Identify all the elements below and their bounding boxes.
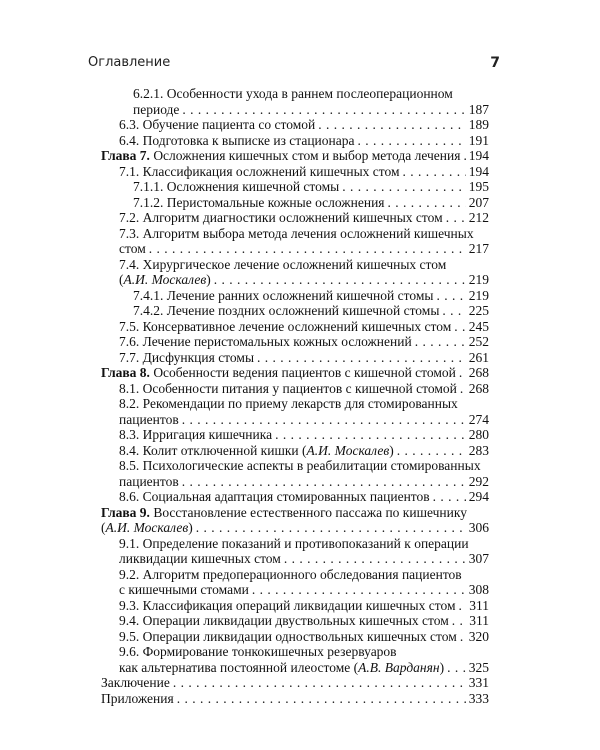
toc-entry-text: Приложения (101, 690, 174, 706)
toc-entry (101, 412, 489, 428)
toc-entry-text: ( (119, 272, 124, 287)
toc-entry-title (119, 164, 400, 180)
toc-entry-title (119, 629, 457, 645)
toc-entry-text: 6.2.1. Особенности ухода в раннем послеоперационном (133, 86, 453, 101)
toc-entry-title (119, 272, 211, 288)
dot-leader (447, 660, 466, 676)
toc-page-number: 212 (468, 210, 489, 225)
dot-leader (284, 551, 466, 567)
toc-entry-text: 7.3. Алгоритм выбора метода лечения осложнений кишечных (119, 225, 474, 241)
toc-page-number: 217 (468, 241, 489, 256)
dot-leader (460, 629, 466, 645)
toc-entry-text: 7.5. Консервативное лечение осложнений кишечных стом (119, 318, 452, 334)
toc-entry-title (119, 334, 412, 350)
toc-entry (101, 489, 489, 505)
toc-entry-text: 8.4. Колит отключенной кишки ( (119, 442, 307, 458)
toc-entry-text: Особенности ведения пациентов с кишечной стомой (149, 365, 456, 380)
toc-page-number: 331 (468, 675, 489, 690)
toc-entry-title (119, 117, 315, 133)
toc-entry-title (119, 458, 481, 474)
toc-page-number: 294 (468, 489, 489, 504)
toc-page-number: 268 (468, 365, 489, 380)
toc-page-number: 195 (468, 179, 489, 194)
toc-page-number: 252 (468, 334, 489, 349)
toc-entry-text: Осложнения кишечных стом и выбор метода лечения (149, 148, 461, 163)
author-name: А.И. Москалев (123, 272, 207, 287)
toc-entry-text: стом (119, 241, 146, 256)
toc-entry-text-tail: ) (206, 272, 211, 287)
toc-page-number: 274 (468, 411, 489, 427)
toc-entry-text: 7.1. Классификация осложнений кишечных стом (119, 163, 400, 179)
toc-entry-text: как альтернатива постоянной илеостоме ( (119, 659, 359, 675)
toc-page-number: 308 (468, 582, 489, 597)
dot-leader (463, 148, 465, 164)
toc-entry-title (133, 195, 385, 211)
toc-page-number: 207 (468, 194, 489, 210)
toc-entry-text: 6.3. Обучение пациента со стомой (119, 117, 316, 132)
toc-entry-text: 7.7. Дисфункция стомы (119, 349, 255, 365)
toc-entry (101, 567, 489, 583)
toc-entry-text: 7.4.2. Лечение поздних осложнений кишечной стомы (133, 303, 440, 318)
toc-entry-text: 9.4. Операции ликвидации двуствольных кишечных стом (119, 613, 449, 628)
toc-entry-title (119, 241, 146, 257)
toc-page-number: 333 (468, 690, 489, 706)
toc-entry-text: пациентов (119, 473, 179, 489)
dot-leader (446, 210, 466, 226)
toc-page-number: 219 (468, 287, 489, 303)
toc-entry-title (119, 226, 474, 242)
toc-page-number: 189 (468, 117, 489, 132)
toc-entry (101, 195, 489, 211)
toc-entry-text-tail: ) (439, 659, 445, 675)
dot-leader (436, 288, 465, 304)
dot-leader (415, 334, 466, 350)
toc-entry (101, 644, 489, 660)
toc-entry-text: 8.5. Психологические аспекты в реабилитации стомированных (119, 458, 481, 473)
toc-entry (101, 381, 489, 397)
toc-entry-text: 7.2. Алгоритм диагностики осложнений кишечных стом (119, 210, 443, 225)
toc-entry-title (119, 210, 443, 226)
toc-entry-title (101, 675, 170, 691)
dot-leader (459, 598, 467, 614)
toc-entry-text: Заключение (101, 675, 170, 690)
toc-entry (101, 288, 489, 304)
toc-entry (101, 334, 489, 350)
toc-entry (101, 443, 489, 459)
dot-leader (397, 443, 466, 459)
toc-entry (101, 226, 489, 242)
dot-leader (182, 412, 466, 428)
toc-entry-title (119, 660, 444, 676)
toc-page-number: 268 (468, 380, 489, 396)
running-head-title: Оглавление (88, 55, 171, 70)
dot-leader (403, 164, 466, 180)
dot-leader (342, 179, 466, 195)
toc-page-number: 187 (468, 101, 489, 117)
toc-entry-text-tail: ) (389, 442, 394, 458)
toc-entry-text: 8.6. Социальная адаптация стомированных пациентов (119, 489, 430, 504)
toc-entry-title (119, 427, 272, 443)
toc-entry (101, 551, 489, 567)
toc-entry-title (133, 288, 433, 304)
toc-entry (101, 179, 489, 195)
toc-entry-text: 9.5. Операции ликвидации одноствольных кишечных стом (119, 628, 457, 644)
toc-entry-title (119, 613, 449, 629)
toc-page-number: 283 (468, 442, 489, 458)
toc-entry-text: 8.3. Ирригация кишечника (119, 427, 273, 442)
toc-entry (101, 257, 489, 273)
dot-leader (388, 195, 466, 211)
toc-page-number: 311 (469, 613, 489, 628)
toc-entry-title (119, 381, 457, 397)
table-of-contents (101, 86, 489, 706)
toc-entry (101, 133, 489, 149)
toc-entry (101, 86, 489, 102)
toc-entry (101, 691, 489, 707)
toc-entry-text-tail: ) (188, 520, 193, 535)
toc-entry-title (119, 412, 179, 428)
toc-entry-title (101, 520, 193, 536)
toc-entry-title (119, 551, 281, 567)
toc-entry-title (101, 365, 456, 381)
toc-page-number: 325 (468, 659, 489, 675)
dot-leader (214, 272, 466, 288)
toc-entry (101, 148, 489, 164)
toc-entry (101, 319, 489, 335)
toc-entry (101, 474, 489, 490)
toc-entry-title (133, 86, 453, 102)
toc-entry-title (119, 582, 249, 598)
dot-leader (177, 691, 466, 707)
toc-entry (101, 629, 489, 645)
toc-entry-text: ликвидации кишечных стом (119, 551, 281, 566)
toc-entry-text: Восстановление естественного пассажа по кишечнику (149, 504, 468, 520)
toc-entry (101, 536, 489, 552)
toc-entry (101, 350, 489, 366)
toc-entry (101, 458, 489, 474)
dot-leader (433, 489, 466, 505)
toc-entry-text: 7.4.1. Лечение ранних осложнений кишечной стомы (133, 287, 434, 303)
toc-entry-title (119, 567, 462, 583)
toc-entry-title (133, 179, 339, 195)
toc-entry-title (119, 396, 458, 412)
toc-entry (101, 117, 489, 133)
toc-entry-title (119, 319, 451, 335)
toc-page-number: 191 (468, 132, 489, 148)
dot-leader (182, 102, 465, 118)
chapter-label: Глава 7. (101, 148, 150, 163)
toc-entry-text: пациентов (119, 411, 179, 427)
dot-leader (252, 582, 466, 598)
author-name: А.В. Варданян (358, 659, 440, 675)
toc-entry-text: 8.2. Рекомендации по приему лекарств для стомированных (119, 396, 458, 411)
toc-page-number: 320 (468, 628, 489, 644)
toc-entry-title (133, 303, 439, 319)
toc-entry-text: 9.1. Определение показаний и противопоказаний к операции (119, 535, 469, 551)
toc-entry-title (101, 148, 460, 164)
toc-entry-text: периоде (133, 101, 180, 117)
toc-entry (101, 427, 489, 443)
chapter-label: Глава 8. (101, 365, 150, 380)
toc-entry-title (119, 133, 355, 149)
toc-page-number: 194 (468, 148, 489, 163)
toc-entry-text: 7.6. Лечение перистомальных кожных осложнений (119, 334, 412, 349)
toc-entry-text: 6.4. Подготовка к выписке из стационара (119, 132, 355, 148)
toc-entry-text: 8.1. Особенности питания у пациентов с кишечной стомой (119, 380, 457, 396)
toc-entry-title (119, 443, 394, 459)
chapter-label: Глава 9. (101, 504, 150, 520)
toc-entry (101, 102, 489, 118)
toc-entry (101, 582, 489, 598)
toc-page-number: 307 (468, 551, 489, 566)
toc-entry (101, 272, 489, 288)
toc-entry (101, 396, 489, 412)
author-name: А.И. Москалев (306, 442, 390, 458)
dot-leader (358, 133, 466, 149)
toc-page-number: 311 (469, 597, 489, 613)
toc-entry (101, 365, 489, 381)
dot-leader (275, 427, 466, 443)
toc-entry-title (119, 350, 254, 366)
toc-entry (101, 598, 489, 614)
author-name: А.И. Москалев (105, 520, 189, 535)
dot-leader (460, 381, 466, 397)
dot-leader (149, 241, 466, 257)
toc-page-number: 219 (468, 272, 489, 287)
dot-leader (452, 613, 466, 629)
page-number: 7 (490, 55, 500, 71)
dot-leader (257, 350, 466, 366)
toc-page-number: 306 (468, 520, 489, 535)
toc-entry-title (133, 102, 179, 118)
toc-entry-title (119, 536, 469, 552)
dot-leader (173, 675, 466, 691)
toc-entry (101, 520, 489, 536)
toc-entry-text: 9.2. Алгоритм предоперационного обследования пациентов (119, 566, 462, 582)
toc-entry-title (119, 489, 430, 505)
dot-leader (454, 319, 465, 335)
toc-entry-title (119, 598, 456, 614)
toc-entry-text: с кишечными стомами (119, 582, 249, 597)
toc-entry (101, 303, 489, 319)
toc-page-number: 245 (468, 318, 489, 334)
toc-entry-text: 7.4. Хирургическое лечение осложнений кишечных стом (119, 256, 447, 272)
toc-page-number: 261 (468, 349, 489, 365)
toc-entry-text: ( (101, 520, 106, 535)
toc-entry-text: 7.1.1. Осложнения кишечной стомы (133, 179, 340, 194)
toc-page-number: 292 (468, 473, 489, 489)
dot-leader (196, 520, 466, 536)
toc-entry-title (119, 257, 446, 273)
toc-entry (101, 210, 489, 226)
toc-page-number: 280 (468, 427, 489, 442)
toc-entry (101, 241, 489, 257)
dot-leader (318, 117, 466, 133)
toc-page-number: 225 (468, 303, 489, 318)
dot-leader (459, 365, 466, 381)
toc-entry (101, 164, 489, 180)
dot-leader (442, 303, 465, 319)
dot-leader (182, 474, 466, 490)
toc-entry-text: 9.6. Формирование тонкокишечных резервуаров (119, 644, 397, 659)
toc-entry-title (101, 691, 174, 707)
toc-page-number: 194 (468, 163, 489, 179)
toc-entry-text: 7.1.2. Перистомальные кожные осложнения (133, 194, 385, 210)
toc-entry (101, 505, 489, 521)
toc-entry-text: 9.3. Классификация операций ликвидации кишечных стом (119, 597, 456, 613)
toc-entry-title (119, 474, 179, 490)
toc-entry-title (101, 505, 467, 521)
toc-entry-title (119, 644, 397, 660)
toc-entry (101, 675, 489, 691)
toc-entry (101, 613, 489, 629)
toc-entry (101, 660, 489, 676)
